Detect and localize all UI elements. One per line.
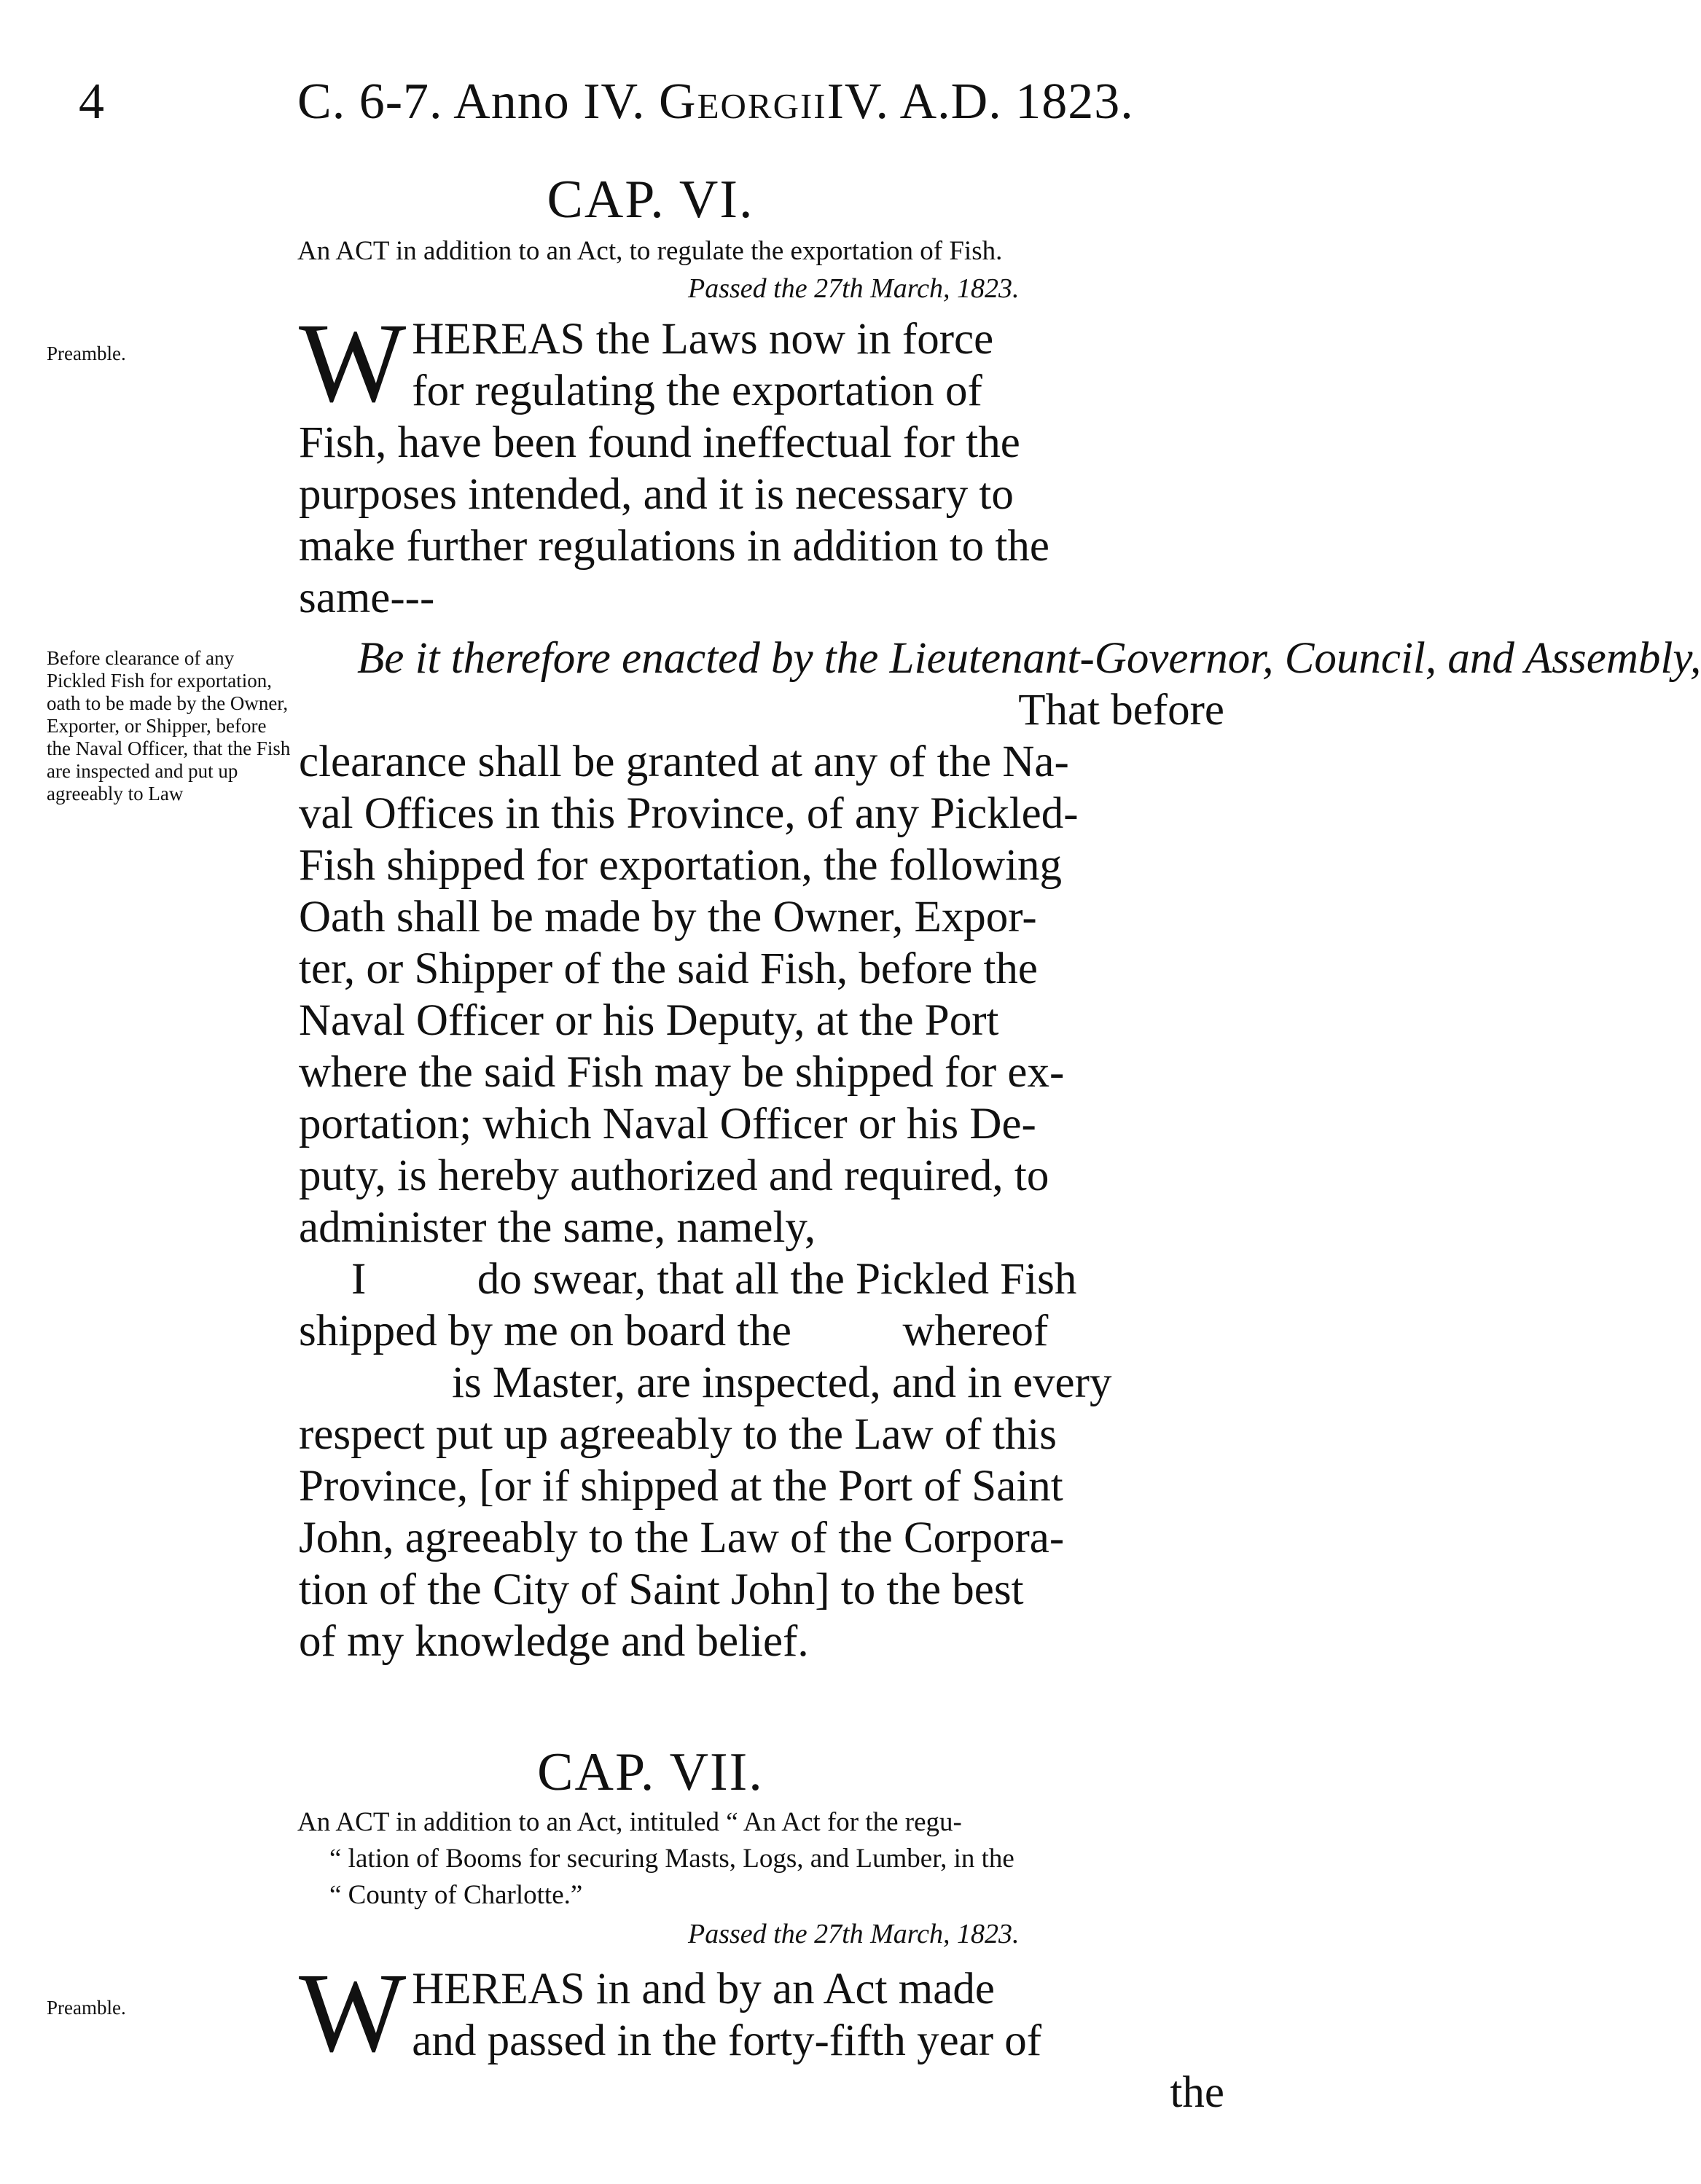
preamble-line: Fish, have been found ineffectual for the: [299, 418, 1020, 467]
cap7-passed-date: Passed the 27th March, 1823.: [688, 1919, 1020, 1949]
cap6-preamble: [299, 300, 1224, 624]
catchword: the: [1170, 2068, 1224, 2117]
cap7-act-title: [297, 1804, 1237, 1914]
oath-line: is Master, are inspected, and in every: [452, 1358, 1112, 1407]
oath-line: Province, [or if shipped at the Port of Saint: [299, 1462, 1063, 1511]
preamble-line: same---: [299, 574, 435, 622]
enacting-line: That before: [1018, 686, 1224, 735]
cap7-act-title-line: “ County of Charlotte.”: [329, 1880, 583, 1910]
oath-line: shipped by me on board the whereof: [299, 1307, 1049, 1355]
preamble-line: for regulating the exportation of: [412, 367, 982, 415]
enacting-line: Oath shall be made by the Owner, Expor-: [299, 893, 1037, 942]
running-head: [297, 73, 1134, 131]
chapter-range: C. 6-7.: [297, 74, 443, 130]
preamble-line: and passed in the forty-fifth year of: [412, 2016, 1042, 2065]
cap6-oath: [299, 1253, 1224, 1667]
cap6-act-title: An ACT in addition to an Act, to regulate the exportation of Fish.: [297, 236, 1003, 266]
oath-line: respect put up agreeably to the Law of this: [299, 1410, 1057, 1459]
enacting-line: where the said Fish may be shipped for ex-: [299, 1048, 1065, 1097]
dropcap-w: W: [299, 1949, 407, 2075]
cap7-margin-preamble: Preamble.: [47, 1997, 126, 2019]
enacting-line: portation; which Naval Officer or his De-: [299, 1100, 1036, 1148]
oath-line: I do swear, that all the Pickled Fish: [351, 1255, 1077, 1304]
cap7-act-title-line: An ACT in addition to an Act, intituled “ An Act for the regu-: [297, 1807, 962, 1837]
cap6-margin-preamble: Preamble.: [47, 343, 126, 364]
enacting-line: Fish shipped for exportation, the following: [299, 841, 1063, 890]
preamble-line: HEREAS in and by an Act made: [412, 1965, 995, 2013]
regnal-number: IV.: [826, 74, 889, 130]
preamble-line: HEREAS the Laws now in force: [412, 315, 994, 364]
oath-line: John, agreeably to the Law of the Corpora-: [299, 1514, 1065, 1562]
cap7-act-title-line: “ lation of Booms for securing Masts, Logs, and Lumber, in the: [329, 1844, 1014, 1874]
enacting-italic: Be it therefore enacted by the Lieutenant-Governor, Council, and Assembly,: [357, 634, 1701, 683]
cap6-enacting-clause: [299, 633, 1701, 1253]
cap7-title: CAP. VII.: [537, 1742, 764, 1802]
oath-line: tion of the City of Saint John] to the best: [299, 1565, 1024, 1614]
cap6-passed-date: Passed the 27th March, 1823.: [688, 273, 1020, 304]
year: A.D. 1823.: [899, 74, 1134, 130]
enacting-line: administer the same, namely,: [299, 1203, 816, 1252]
cap7-preamble: [299, 1949, 1224, 2118]
enacting-line: val Offices in this Province, of any Pickled-: [299, 789, 1079, 838]
anno: Anno IV.: [453, 74, 646, 130]
oath-line: of my knowledge and belief.: [299, 1617, 809, 1666]
enacting-line: clearance shall be granted at any of the Na-: [299, 737, 1069, 786]
page-number: 4: [79, 74, 104, 130]
preamble-line: purposes intended, and it is necessary to: [299, 470, 1014, 519]
enacting-line: ter, or Shipper of the said Fish, before the: [299, 944, 1038, 993]
cap6-title: CAP. VI.: [547, 170, 754, 230]
dropcap-w: W: [299, 300, 407, 426]
enacting-line: Naval Officer or his Deputy, at the Port: [299, 996, 999, 1045]
enacting-line: puty, is hereby authorized and required, to: [299, 1151, 1049, 1200]
preamble-line: make further regulations in addition to the: [299, 522, 1049, 571]
georgii: Georgii: [659, 74, 827, 130]
cap6-margin-note: Before clearance of any Pickled Fish for exportation, oath to be made by the Owner, Exporter, or Shipper, before the Naval Officer, that the Fish are inspected and put up agreeably to Law: [47, 647, 291, 805]
enacting-line: [299, 633, 1701, 684]
